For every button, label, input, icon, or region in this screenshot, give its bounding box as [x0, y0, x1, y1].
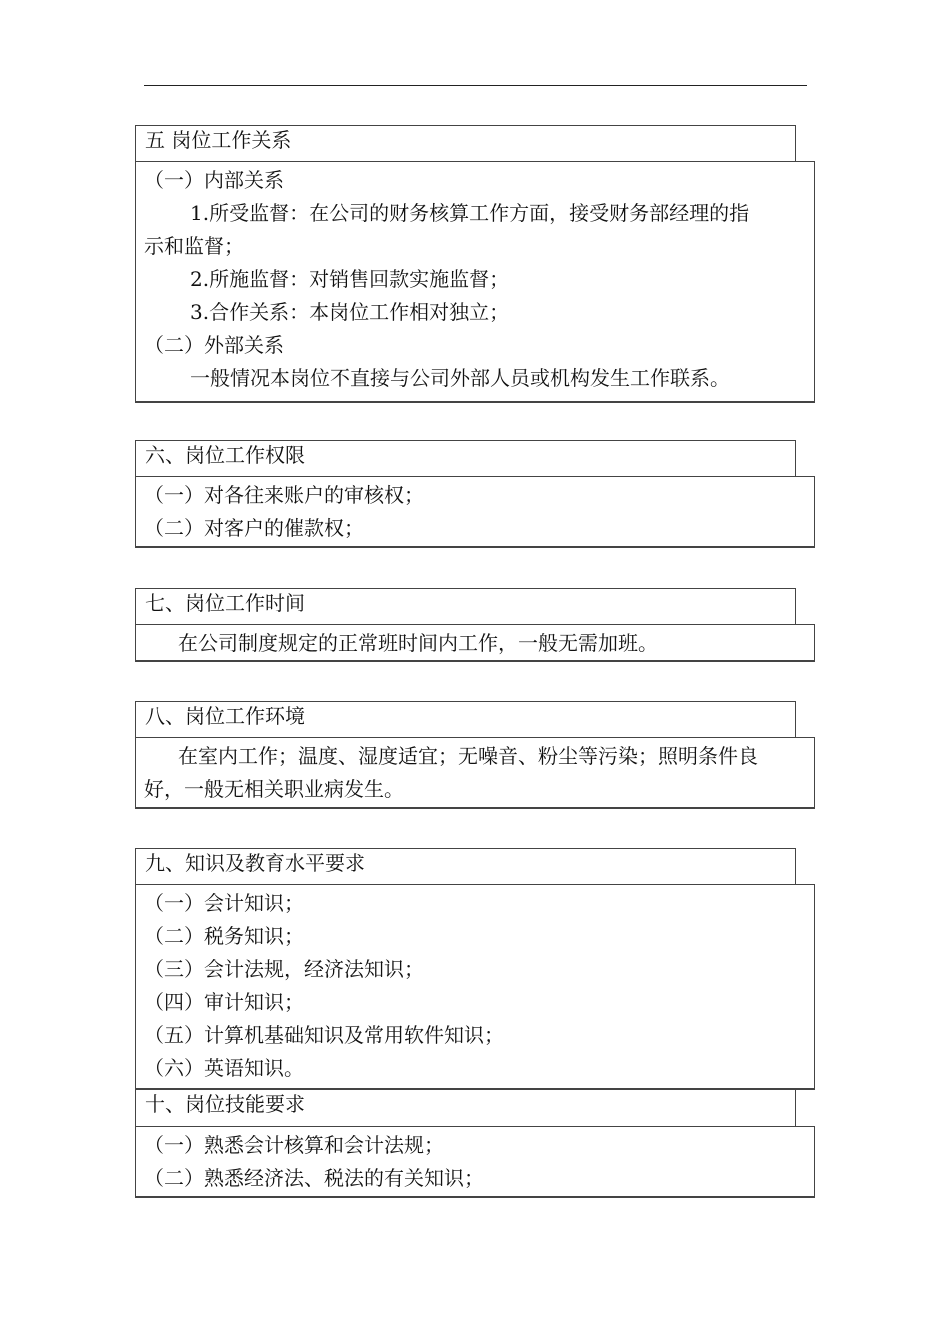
section-header [135, 588, 796, 624]
section-body [135, 161, 815, 403]
list-item: （二）税务知识； [144, 924, 304, 948]
section-body [135, 884, 815, 1090]
section-header [135, 125, 796, 161]
list-item: 在室内工作；温度、湿度适宜；无噪音、粉尘等污染；照明条件良 [178, 744, 758, 768]
section-header [135, 701, 796, 737]
list-item: （六）英语知识。 [144, 1056, 304, 1080]
list-item: （三）会计法规，经济法知识； [144, 957, 424, 981]
list-item: （二）外部关系 [144, 333, 284, 357]
section-knowledge-requirements [135, 848, 815, 1090]
list-item: （二）熟悉经济法、税法的有关知识； [144, 1166, 484, 1190]
section-title: 十、岗位技能要求 [145, 1092, 305, 1116]
list-item: 一般情况本岗位不直接与公司外部人员或机构发生工作联系。 [190, 366, 730, 390]
section-body [135, 1126, 815, 1198]
list-item: 在公司制度规定的正常班时间内工作，一般无需加班。 [178, 631, 658, 655]
section-work-relations [135, 125, 815, 403]
list-item: 1.所受监督：在公司的财务核算工作方面，接受财务部经理的指 [190, 201, 750, 225]
section-body [135, 737, 815, 809]
section-header [135, 1090, 796, 1126]
section-skill-requirements [135, 1090, 815, 1198]
section-work-environment [135, 701, 815, 809]
list-item: （一）会计知识； [144, 891, 304, 915]
section-work-time [135, 588, 815, 662]
list-item: （二）对客户的催款权； [144, 516, 364, 540]
list-item: （五）计算机基础知识及常用软件知识； [144, 1023, 504, 1047]
section-title: 六、岗位工作权限 [145, 443, 305, 467]
list-item: （一）内部关系 [144, 168, 284, 192]
section-title: 八、岗位工作环境 [145, 704, 305, 728]
section-title: 五 岗位工作关系 [145, 128, 292, 152]
section-work-authority [135, 440, 815, 548]
section-body [135, 476, 815, 548]
list-item: （一）熟悉会计核算和会计法规； [144, 1133, 444, 1157]
header-rule [144, 85, 807, 86]
list-item: （四）审计知识； [144, 990, 304, 1014]
list-item: 3.合作关系：本岗位工作相对独立； [190, 300, 510, 324]
list-item: 2.所施监督：对销售回款实施监督； [190, 267, 510, 291]
section-title: 七、岗位工作时间 [145, 591, 305, 615]
list-item: 示和监督； [144, 234, 244, 258]
list-item: （一）对各往来账户的审核权； [144, 483, 424, 507]
list-item: 好，一般无相关职业病发生。 [144, 777, 404, 801]
section-title: 九、知识及教育水平要求 [145, 851, 365, 875]
section-body [135, 624, 815, 662]
section-header [135, 440, 796, 476]
section-header [135, 848, 796, 884]
